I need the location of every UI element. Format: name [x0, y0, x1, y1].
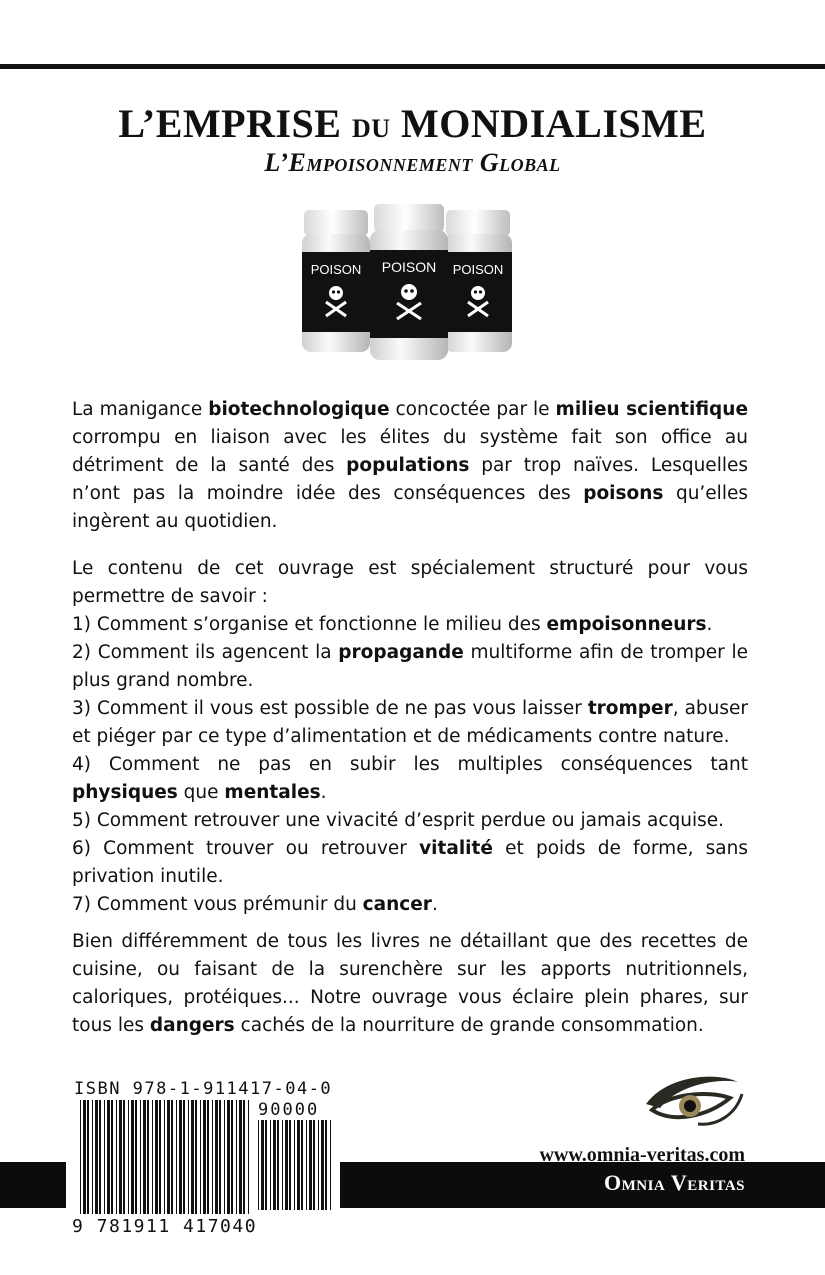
barcode-bar — [215, 1100, 218, 1214]
barcode-bar — [104, 1100, 105, 1214]
body-text-run: concoctée par le — [389, 399, 556, 420]
emphasis-text: dangers — [149, 1015, 235, 1036]
emphasis-text: cancer — [362, 894, 432, 915]
barcode-bar — [243, 1100, 245, 1214]
barcode-bar — [273, 1120, 276, 1210]
barcode-bar — [116, 1100, 117, 1214]
barcode-bar — [147, 1100, 149, 1214]
barcode-bar — [270, 1120, 271, 1210]
barcode-bar — [265, 1120, 267, 1210]
emphasis-text: biotechnologique — [208, 399, 390, 420]
paragraph-list — [72, 555, 748, 919]
barcode-bar — [171, 1100, 173, 1214]
list-item — [72, 751, 748, 807]
emphasis-text: propagande — [338, 642, 464, 663]
body-text-run: . — [431, 894, 438, 915]
barcode-bar — [188, 1100, 189, 1214]
body-text-run: 4) Comment ne pas en subir les multiples conséquences tant — [72, 754, 748, 775]
list-item — [72, 695, 748, 751]
barcode-bar — [285, 1120, 288, 1210]
isbn-barcode — [80, 1100, 250, 1214]
body-text-run: 2) Comment ils agencent la — [72, 642, 339, 663]
barcode-bar — [224, 1100, 225, 1214]
body-text-run: La manigance — [72, 399, 209, 420]
book-title: L’EMPRISE DU MONDIALISME — [118, 101, 707, 146]
barcode-bar — [83, 1100, 86, 1214]
body-text-run: par trop naïves. Lesquelles n’ont pas la moindre idée des conséquences des — [72, 455, 748, 504]
barcode-digits: 9 781911 417040 — [72, 1216, 258, 1237]
publisher-name: Omnia Veritas — [603, 1170, 745, 1195]
barcode-bar — [227, 1100, 230, 1214]
body-text-run: et poids de forme, sans privation inutile. — [72, 838, 748, 887]
body-text-run: 7) Comment vous prémunir du — [72, 894, 363, 915]
barcode-bar — [99, 1100, 101, 1214]
paragraph-conclusion — [72, 928, 748, 1040]
top-rule — [0, 64, 825, 69]
barcode-bar — [152, 1100, 153, 1214]
emphasis-text: milieu scientifique — [555, 399, 749, 420]
barcode-bar — [289, 1120, 291, 1210]
barcode-bar — [321, 1120, 324, 1210]
bottle-center — [370, 204, 448, 360]
barcode-bar — [203, 1100, 206, 1214]
body-text-run: 3) Comment il vous est possible de ne pas vous laisser — [72, 698, 588, 719]
body-text-run: Bien différemment de tous les livres ne détaillant que des recettes de cuisine, ou faisant de la surenchère sur les apports nutritionnels, caloriques, protéiques... Notre ouvrage vous éclaire plein phares, sur tous les — [72, 931, 748, 1036]
emphasis-text: empoisonneurs — [546, 614, 707, 635]
book-subtitle: L’Empoisonnement Global — [264, 148, 561, 177]
barcode-bar — [140, 1100, 141, 1214]
emphasis-text: poisons — [583, 483, 664, 504]
list-item — [72, 835, 748, 891]
barcode-bar — [92, 1100, 93, 1214]
barcode-bar — [107, 1100, 110, 1214]
barcode-bar — [195, 1100, 197, 1214]
body-text-run: 5) Comment retrouver une vivacité d’esprit perdue ou jamais acquise. — [72, 810, 725, 831]
barcode-bar — [176, 1100, 177, 1214]
paragraph-intro — [72, 396, 748, 536]
barcode-bar — [200, 1100, 201, 1214]
body-text-run: qu’elles ingèrent au quotidien. — [72, 483, 748, 532]
emphasis-text: physiques — [72, 782, 178, 803]
barcode-bar — [155, 1100, 158, 1214]
barcode-bar — [131, 1100, 134, 1214]
barcode-bar — [248, 1100, 249, 1214]
barcode-bar — [239, 1100, 242, 1214]
poison-bottles-illustration — [296, 200, 536, 370]
emphasis-text: vitalité — [419, 838, 493, 859]
list-item — [72, 807, 748, 835]
barcode-bar — [318, 1120, 319, 1210]
price-code: 90000 — [258, 1100, 320, 1120]
barcode-bar — [231, 1100, 233, 1214]
body-text-run: que — [177, 782, 225, 803]
body-text-run: cachés de la nourriture de grande consommation. — [234, 1015, 704, 1036]
barcode-bar — [294, 1120, 295, 1210]
barcode-bar — [325, 1120, 327, 1210]
body-text-run: multiforme afin de tromper le plus grand nombre. — [72, 642, 748, 691]
body-text-run: 1) Comment s’organise et fonctionne le milieu des — [72, 614, 547, 635]
body-text-run: 6) Comment trouver ou retrouver — [72, 838, 420, 859]
body-text-run: corrompu en liaison avec les élites du système fait son office au détriment de la santé des — [72, 427, 748, 476]
barcode-bar — [236, 1100, 237, 1214]
barcode-bar — [261, 1120, 264, 1210]
barcode-bar — [306, 1120, 307, 1210]
body-text-run: . — [706, 614, 713, 635]
barcode-bar — [330, 1120, 331, 1210]
barcode-bar — [301, 1120, 303, 1210]
barcode-bar — [282, 1120, 283, 1210]
emphasis-text: tromper — [587, 698, 673, 719]
emphasis-text: populations — [346, 455, 470, 476]
barcode-bar — [143, 1100, 146, 1214]
barcode-bar — [80, 1100, 81, 1214]
bottle-right-label: POISON — [452, 262, 504, 277]
barcode-bar — [309, 1120, 312, 1210]
barcode-bar — [135, 1100, 137, 1214]
barcode-bar — [159, 1100, 161, 1214]
body-text-run: . — [320, 782, 327, 803]
barcode-bar — [258, 1120, 259, 1210]
emphasis-text: mentales — [224, 782, 321, 803]
barcode-bar — [297, 1120, 300, 1210]
isbn-label: ISBN 978-1-911417-04-0 — [74, 1079, 333, 1099]
barcode-bar — [219, 1100, 221, 1214]
barcode-bar — [164, 1100, 165, 1214]
barcode-bar — [207, 1100, 209, 1214]
barcode-bar — [167, 1100, 170, 1214]
eye-logo-icon — [638, 1064, 746, 1138]
list-item — [72, 611, 748, 639]
list-item — [72, 639, 748, 695]
bottle-left — [302, 210, 370, 352]
list-intro: Le contenu de cet ouvrage est spécialement structuré pour vous permettre de savoir : — [72, 558, 748, 607]
barcode-bar — [123, 1100, 125, 1214]
barcode-bar — [87, 1100, 89, 1214]
list-item — [72, 891, 748, 919]
barcode-bar — [313, 1120, 315, 1210]
barcode-bar — [95, 1100, 98, 1214]
barcode-bar — [183, 1100, 185, 1214]
barcode-bar — [119, 1100, 122, 1214]
barcode-bar — [179, 1100, 182, 1214]
barcode-bar — [191, 1100, 194, 1214]
price-barcode — [258, 1120, 332, 1210]
publisher-url[interactable]: www.omnia-veritas.com — [539, 1144, 745, 1166]
barcode-bar — [128, 1100, 129, 1214]
bottle-right — [444, 210, 512, 352]
bottle-center-label: POISON — [381, 259, 437, 275]
barcode-bar — [111, 1100, 113, 1214]
body-text-run: , abuser et piéger par ce type d’alimentation et de médicaments contre nature. — [72, 698, 748, 747]
bottle-left-label: POISON — [310, 262, 362, 277]
barcode-bar — [212, 1100, 213, 1214]
barcode-bar — [277, 1120, 279, 1210]
